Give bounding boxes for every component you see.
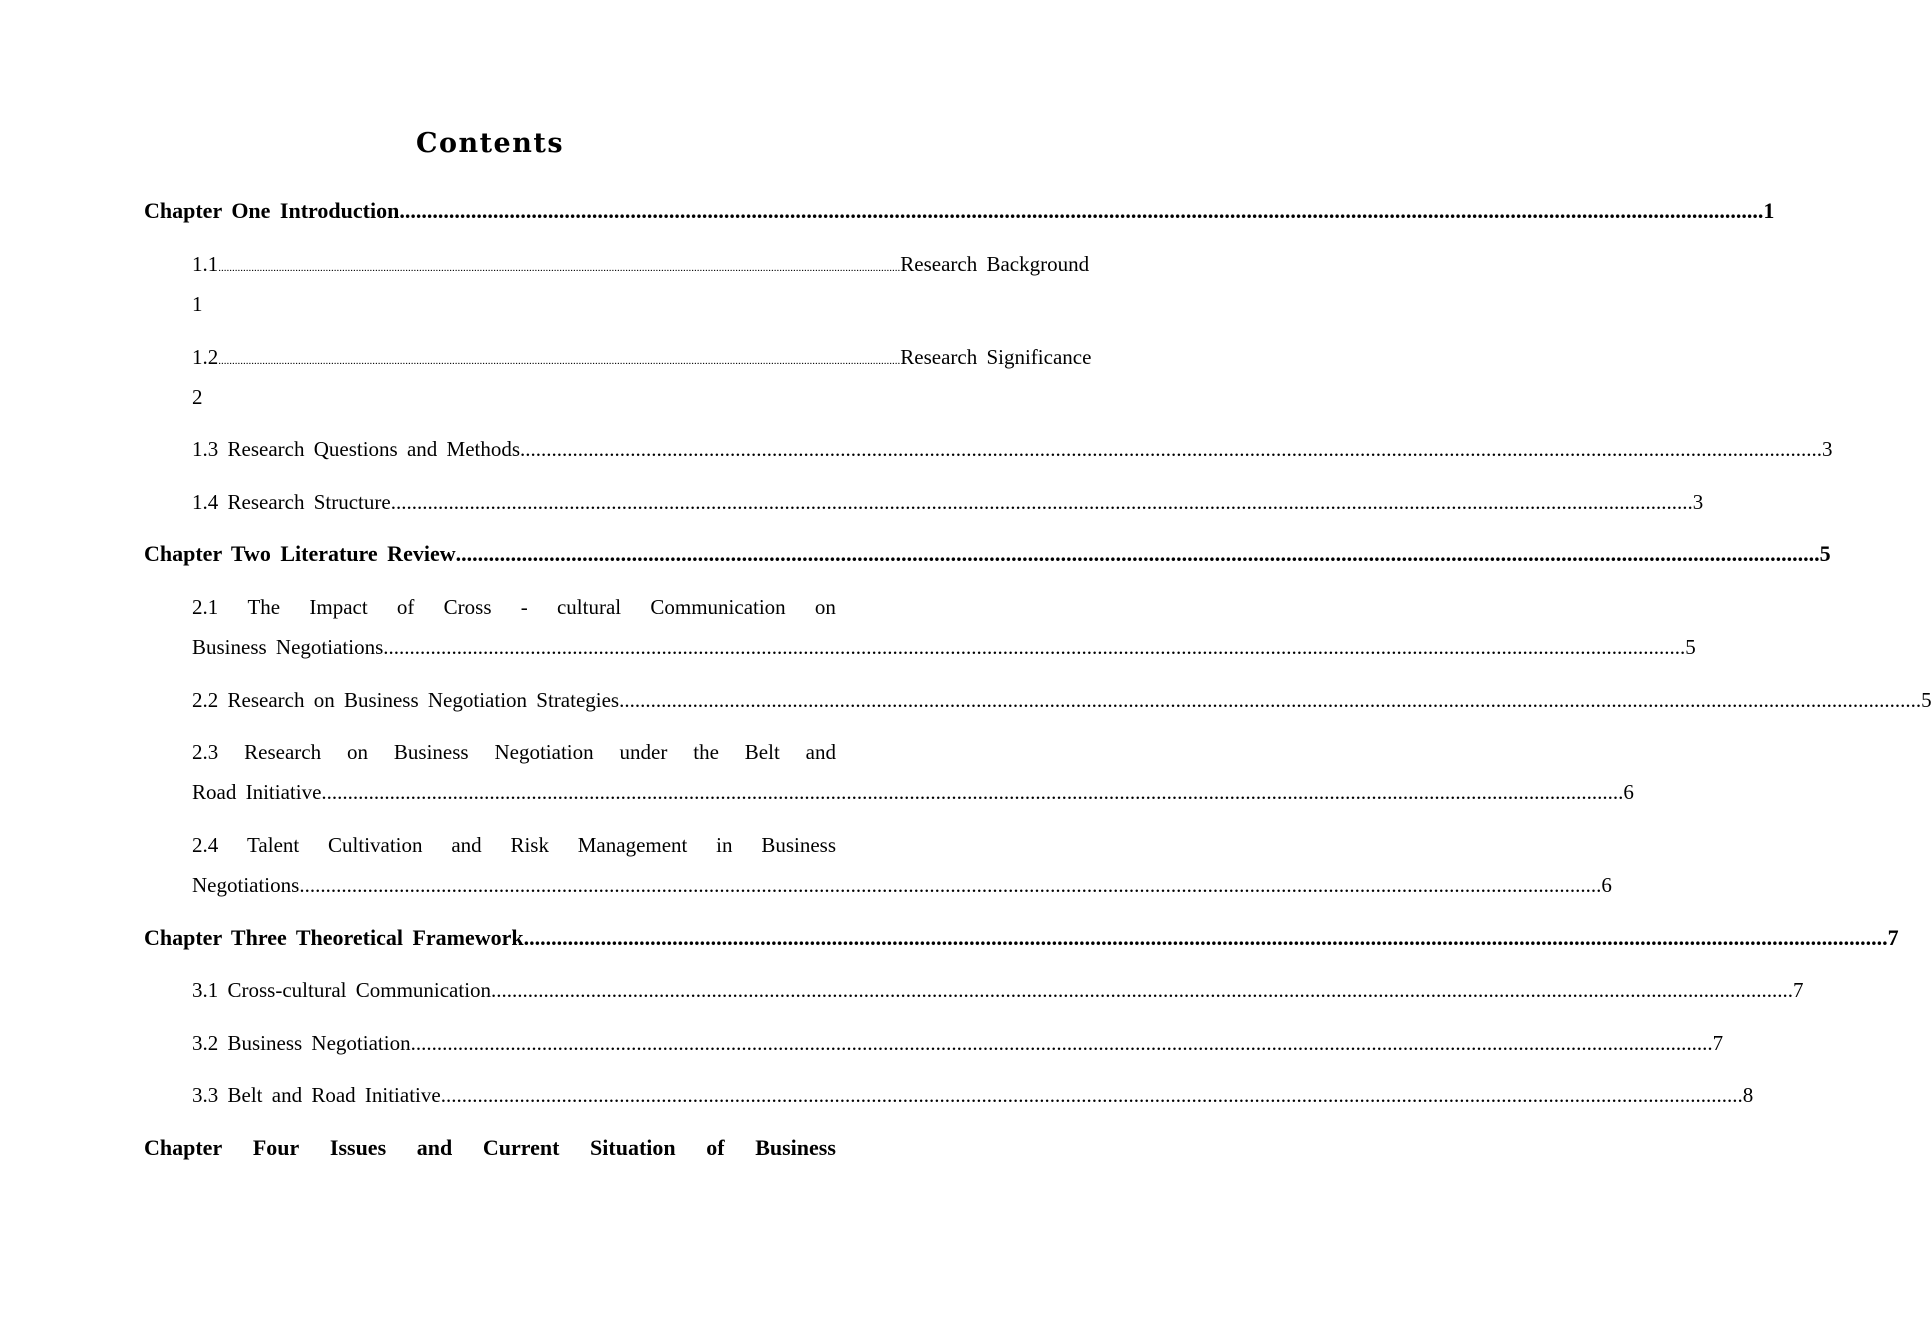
toc-entry-2-4-line-1[interactable] bbox=[192, 833, 836, 858]
toc-page-number: 6 bbox=[1601, 873, 1612, 897]
toc-page-number: 8 bbox=[1742, 1083, 1754, 1107]
toc-word: Belt bbox=[744, 740, 780, 764]
toc-word: of bbox=[396, 595, 415, 619]
toc-entry-2-4-line-2[interactable] bbox=[192, 873, 1612, 898]
justified-words bbox=[192, 595, 836, 620]
toc-entry-chapter-two[interactable] bbox=[144, 541, 1831, 567]
toc-entry-label: 1.3 Research Questions and Methods bbox=[192, 437, 521, 461]
toc-leader: ........................................................................................................................................................................................................................................................ bbox=[390, 490, 1693, 514]
toc-entry-label: Chapter Two Literature Review bbox=[144, 541, 456, 566]
toc-entry-label: Research Significance bbox=[900, 345, 1092, 369]
toc-entry-label: Research Background bbox=[900, 252, 1090, 276]
toc-leader: ........................................................................................................................................................................................................................................................ bbox=[399, 198, 1764, 223]
toc-entry-label: 1.4 Research Structure bbox=[192, 490, 391, 514]
toc-entry-chapter-three[interactable] bbox=[144, 925, 1899, 951]
toc-word: Talent bbox=[247, 833, 300, 857]
toc-leader: ........................................................................................................................................................................................................................................................ bbox=[619, 688, 1922, 712]
toc-word: Negotiation bbox=[494, 740, 594, 764]
toc-word: and bbox=[805, 740, 836, 764]
toc-entry-label: 2.2 Research on Business Negotiation Strategies bbox=[192, 688, 620, 712]
toc-word: Chapter bbox=[144, 1135, 223, 1160]
toc-leader: ........................................................................................................................................................................................................................................................ bbox=[218, 262, 901, 274]
toc-leader: ........................................................................................................................................................................................................................................................ bbox=[383, 635, 1686, 659]
toc-page-number: 7 bbox=[1887, 925, 1899, 950]
toc-page-number: 3 bbox=[1822, 437, 1833, 461]
toc-entry-label: 3.3 Belt and Road Initiative bbox=[192, 1083, 441, 1107]
toc-word: and bbox=[451, 833, 482, 857]
toc-entry-2-1-line-2[interactable] bbox=[192, 635, 1696, 660]
toc-entry-1-3[interactable] bbox=[192, 437, 1833, 462]
toc-entry-1-1[interactable] bbox=[192, 252, 1090, 277]
toc-word: Issues bbox=[329, 1135, 387, 1160]
justified-words bbox=[192, 833, 836, 858]
toc-word: on bbox=[347, 740, 368, 764]
toc-word: and bbox=[416, 1135, 453, 1160]
toc-leader: ........................................................................................................................................................................................................................................................ bbox=[410, 1031, 1713, 1055]
toc-entry-number: 1.2 bbox=[192, 345, 219, 369]
toc-entry-chapter-four-line-1[interactable] bbox=[144, 1135, 836, 1161]
toc-leader: ........................................................................................................................................................................................................................................................ bbox=[218, 355, 901, 367]
toc-page-number: 1 bbox=[192, 292, 203, 316]
toc-entry-label: Negotiations bbox=[192, 873, 300, 897]
toc-leader: ........................................................................................................................................................................................................................................................ bbox=[299, 873, 1602, 897]
toc-entry-label: Business Negotiations bbox=[192, 635, 384, 659]
toc-page-number: 3 bbox=[1692, 490, 1704, 514]
toc-entry-2-3-line-1[interactable] bbox=[192, 740, 836, 765]
toc-entry-chapter-one[interactable] bbox=[144, 198, 1775, 224]
toc-entry-3-2[interactable] bbox=[192, 1031, 1724, 1056]
toc-word: Research bbox=[244, 740, 322, 764]
toc-entry-label: 3.2 Business Negotiation bbox=[192, 1031, 411, 1055]
toc-entry-label: 3.1 Cross-cultural Communication bbox=[192, 978, 492, 1002]
toc-word: of bbox=[706, 1135, 725, 1160]
toc-page-number: 5 bbox=[1921, 688, 1932, 712]
toc-word: Four bbox=[252, 1135, 300, 1160]
toc-word: 2.4 bbox=[192, 833, 219, 857]
toc-leader: ........................................................................................................................................................................................................................................................ bbox=[440, 1083, 1743, 1107]
toc-page-number: 2 bbox=[192, 385, 203, 409]
toc-entry-label: Road Initiative bbox=[192, 780, 322, 804]
toc-leader: ........................................................................................................................................................................................................................................................ bbox=[523, 925, 1888, 950]
toc-entry-1-4[interactable] bbox=[192, 490, 1704, 515]
toc-word: the bbox=[693, 740, 719, 764]
toc-word: Business bbox=[393, 740, 469, 764]
toc-word: cultural bbox=[556, 595, 622, 619]
toc-word: Business bbox=[761, 833, 836, 857]
toc-entry-label: Chapter Three Theoretical Framework bbox=[144, 925, 524, 950]
toc-word: Impact bbox=[309, 595, 368, 619]
toc-word: under bbox=[619, 740, 668, 764]
toc-page-number: 1 bbox=[1763, 198, 1775, 223]
toc-entry-2-1-line-1[interactable] bbox=[192, 595, 836, 620]
toc-word: on bbox=[814, 595, 836, 619]
toc-entry-number: 1.1 bbox=[192, 252, 219, 276]
toc-entry-label: Chapter One Introduction bbox=[144, 198, 400, 223]
toc-entry-2-3-line-2[interactable] bbox=[192, 780, 1634, 805]
toc-page-number: 7 bbox=[1712, 1031, 1724, 1055]
toc-word: Cultivation bbox=[328, 833, 423, 857]
toc-word: 2.3 bbox=[192, 740, 219, 764]
toc-entry-3-1[interactable] bbox=[192, 978, 1804, 1003]
toc-word: 2.1 bbox=[192, 595, 219, 619]
toc-page-number: 6 bbox=[1623, 780, 1634, 804]
toc-word: Risk bbox=[510, 833, 549, 857]
toc-entry-2-2[interactable] bbox=[192, 688, 1932, 713]
toc-entry-3-3[interactable] bbox=[192, 1083, 1754, 1108]
toc-page-number: 7 bbox=[1793, 978, 1804, 1002]
toc-word: Cross bbox=[443, 595, 492, 619]
justified-words bbox=[144, 1135, 836, 1161]
toc-leader: ........................................................................................................................................................................................................................................................ bbox=[520, 437, 1823, 461]
toc-word: Current bbox=[482, 1135, 560, 1160]
toc-entry-1-2[interactable] bbox=[192, 345, 1092, 370]
toc-word: in bbox=[716, 833, 733, 857]
toc-word: - bbox=[520, 595, 528, 619]
toc-page-number: 5 bbox=[1819, 541, 1831, 566]
toc-word: Management bbox=[577, 833, 688, 857]
toc-word: Communication bbox=[650, 595, 786, 619]
toc-leader: ........................................................................................................................................................................................................................................................ bbox=[455, 541, 1820, 566]
justified-words bbox=[192, 740, 836, 765]
toc-word: Business bbox=[755, 1135, 836, 1160]
toc-word: Situation bbox=[590, 1135, 676, 1160]
toc-word: The bbox=[247, 595, 281, 619]
toc-leader: ........................................................................................................................................................................................................................................................ bbox=[491, 978, 1794, 1002]
page-title: Contents bbox=[415, 128, 565, 159]
toc-page-number: 5 bbox=[1685, 635, 1696, 659]
toc-leader: ........................................................................................................................................................................................................................................................ bbox=[321, 780, 1624, 804]
